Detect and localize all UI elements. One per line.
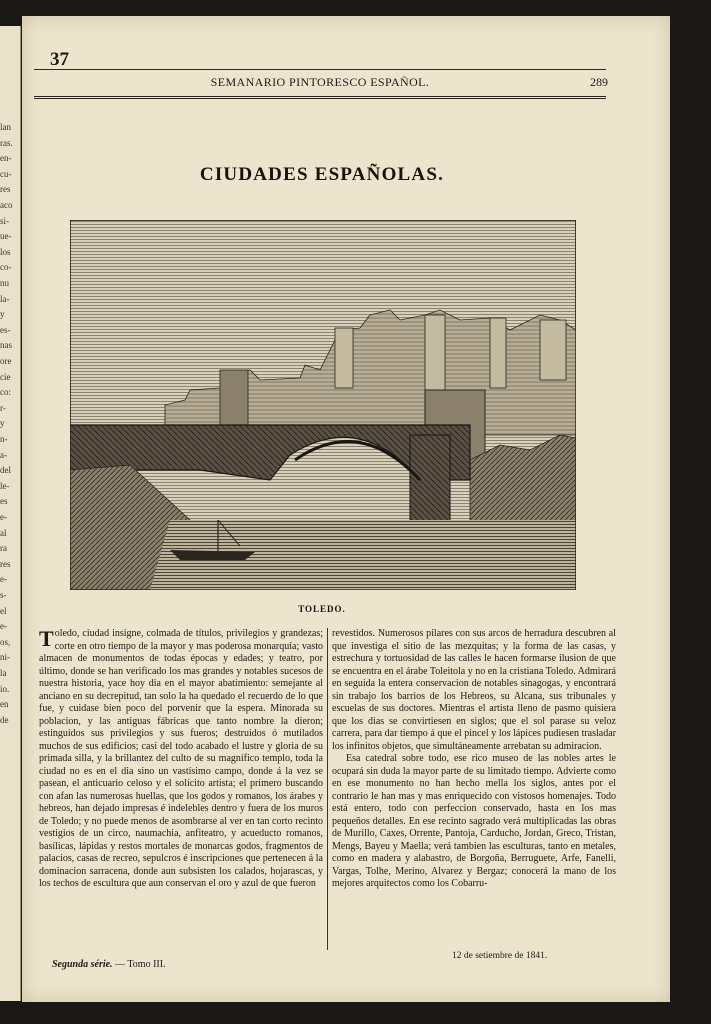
drop-cap: T <box>39 626 54 651</box>
text-column-right <box>332 628 616 891</box>
left-page-fragment: ras. <box>0 137 13 148</box>
left-page-fragment: es <box>0 496 8 507</box>
left-page-fragment: os, <box>0 636 11 647</box>
left-page-fragment: es- <box>0 324 11 335</box>
left-page-fragment: cu- <box>0 168 12 179</box>
left-page-fragment: res <box>0 558 11 569</box>
left-page-fragment: a- <box>0 449 7 460</box>
article-title: CIUDADES ESPAÑOLAS. <box>199 164 445 185</box>
left-page-fragment: io. <box>0 683 10 694</box>
paragraph: oledo, ciudad insigne, colmada de títulos, privilegios y grandezas; corte en otro tiempo de la mayor y mas poderosa monarquía; vasto almacen de monumentos de todas épocas y edades; y teatro, por último, donde se han verificado los mas grandes y notables sucesos de nuestra historia, yace hoy dia en el mayor abatimiento: semejante al anciano en su decrepitud, tan solo la ha quedado el recuerdo de lo que fue, y cuidase bien poco del porvenir que la espera. Minorada su poblacion, y las antiguas fábricas que tanto nombre la dieron; estinguidos sus privilegios y sus fueros; destruidos ó mutilados muchos de sus edificios; casi del todo acabado el lustre y gloria de su primada silla, y la brillantez del culto de su magnífico templo, toda la ciudad no es en el dia sino un vastísimo campo, donde á la vez se pasean, el anticuario celoso y el solícito artista; el primero buscando con afan las numerosas huellas, que los godos y romanos, los árabes y hebreos, han dejado impresas é indelebles dentro y fuera de los muros de Toledo; y no puede menos de asombrarse al ver en tan corto recinto vestigios de un circo, naumachia, anfiteatro, y acueducto romanos, basílicas, lápidas y restos mortales de monarcas godos, fragmentos de palacios, casas de recreo, sepulcros é inscripciones que pertenecen á la dominacion sarracena, donde aun subsisten los calados, hojarascas, y los techos de escultura que aun conservan el oro y azul de que fueron <box>39 628 323 889</box>
left-page-fragment: n- <box>0 434 8 444</box>
page <box>22 16 670 1002</box>
left-page-fragment: el <box>0 605 7 616</box>
header-rule-top <box>34 69 606 70</box>
left-page-fragment: y <box>0 309 5 320</box>
left-page-edge <box>0 26 21 1001</box>
volume-label: — Tomo III. <box>115 959 166 970</box>
page-number-right: 289 <box>590 75 608 89</box>
left-page-fragment: del <box>0 465 11 476</box>
left-page-fragment: nas <box>0 340 12 351</box>
left-page-fragment: res <box>0 184 11 195</box>
paragraph: Esa catedral sobre todo, ese rico museo de las nobles artes le ocupará sin duda la mayor parte de su limitado tiempo. Advierte como en ese monumento no han hecho mella los siglos, antes por el contrario le han mas y mas enriquecido con vistosos homenajes. Todo está entero, todo con perfeccion conservado, hasta en los mas pequeños detalles. En ese recinto sagrado verá multiplicadas las obras de Murillo, Caxes, Orrente, Pantoja, Carducho, Jordan, Greco, Tristan, Mengs, Bayeu y Maella; verá tambien las esculturas, tanto en metales, como en madera y alabastro, de Borgoña, Berruguete, Arfe, Fanelli, Vargas, Tolhe, Merino, Alvarez y Bergaz; conocerá la mano de los mejores arquitectos como los Cobarru- <box>332 753 616 889</box>
toledo-engraving <box>70 220 576 590</box>
left-page-fragment: lan <box>0 122 11 132</box>
series-label: Segunda série. <box>52 959 113 970</box>
left-page-fragment: co- <box>0 262 12 273</box>
footer-series <box>52 959 166 970</box>
page-number-left: 37 <box>50 49 69 70</box>
left-page-fragment: la <box>0 668 7 678</box>
left-page-fragment: e- <box>0 574 7 585</box>
left-page-fragment: en- <box>0 153 12 164</box>
left-page-fragment: al <box>0 527 7 538</box>
paragraph: revestidos. Numerosos pilares con sus arcos de herradura descubren al que investiga el sitio de las mezquitas; y la forma de las casas, y estrechura y tortuosidad de las calles le hacen formarse ilusion de que se encuentra en el árabe Toleitola y no en la cristiana Toledo. Admirará en seguida la entera conservacion de notables sinagogas, y encontrará sin trabajo los barrios de los Hebreos, su Alcana, sus tribunales y escuelas de sus doctores. Mientras el artista lleno de pasmo quisiera que los dias se convirtiesen en siglos; que el sol parase su veloz carrera, para dar tiempo á que el pincel y los lápices pudiesen trasladar los infinitos objetos, que simultáneamente arrebatan su admiracion. <box>332 628 616 752</box>
left-page-fragment: ore <box>0 356 12 366</box>
left-page-fragment: le- <box>0 480 10 491</box>
left-page-fragment: los <box>0 246 11 257</box>
image-caption: TOLEDO. <box>298 604 346 614</box>
left-page-fragment: co: <box>0 387 11 398</box>
header-rule-double <box>34 96 606 99</box>
left-page-fragment: e- <box>0 621 7 632</box>
left-page-fragment: e- <box>0 512 7 522</box>
journal-title: SEMANARIO PINTORESCO ESPAÑOL. <box>210 75 430 89</box>
left-page-fragment: si- <box>0 215 9 226</box>
left-page-fragment: la- <box>0 293 10 304</box>
left-page-fragment: ni- <box>0 652 10 663</box>
text-column-left <box>39 628 323 891</box>
left-page-fragment: en <box>0 699 9 710</box>
left-page-fragment: de <box>0 714 9 725</box>
left-page-fragment: s- <box>0 590 7 600</box>
left-page-fragment: nu <box>0 278 9 288</box>
left-page-fragment: cie <box>0 371 11 382</box>
left-page-fragment: ra <box>0 543 7 554</box>
issue-date: 12 de setiembre de 1841. <box>452 951 548 961</box>
left-page-fragment: ue- <box>0 231 12 242</box>
left-page-fragment: aco <box>0 200 13 210</box>
left-page-fragment: r- <box>0 402 6 413</box>
column-rule <box>327 628 328 950</box>
left-page-fragment: y <box>0 418 5 429</box>
